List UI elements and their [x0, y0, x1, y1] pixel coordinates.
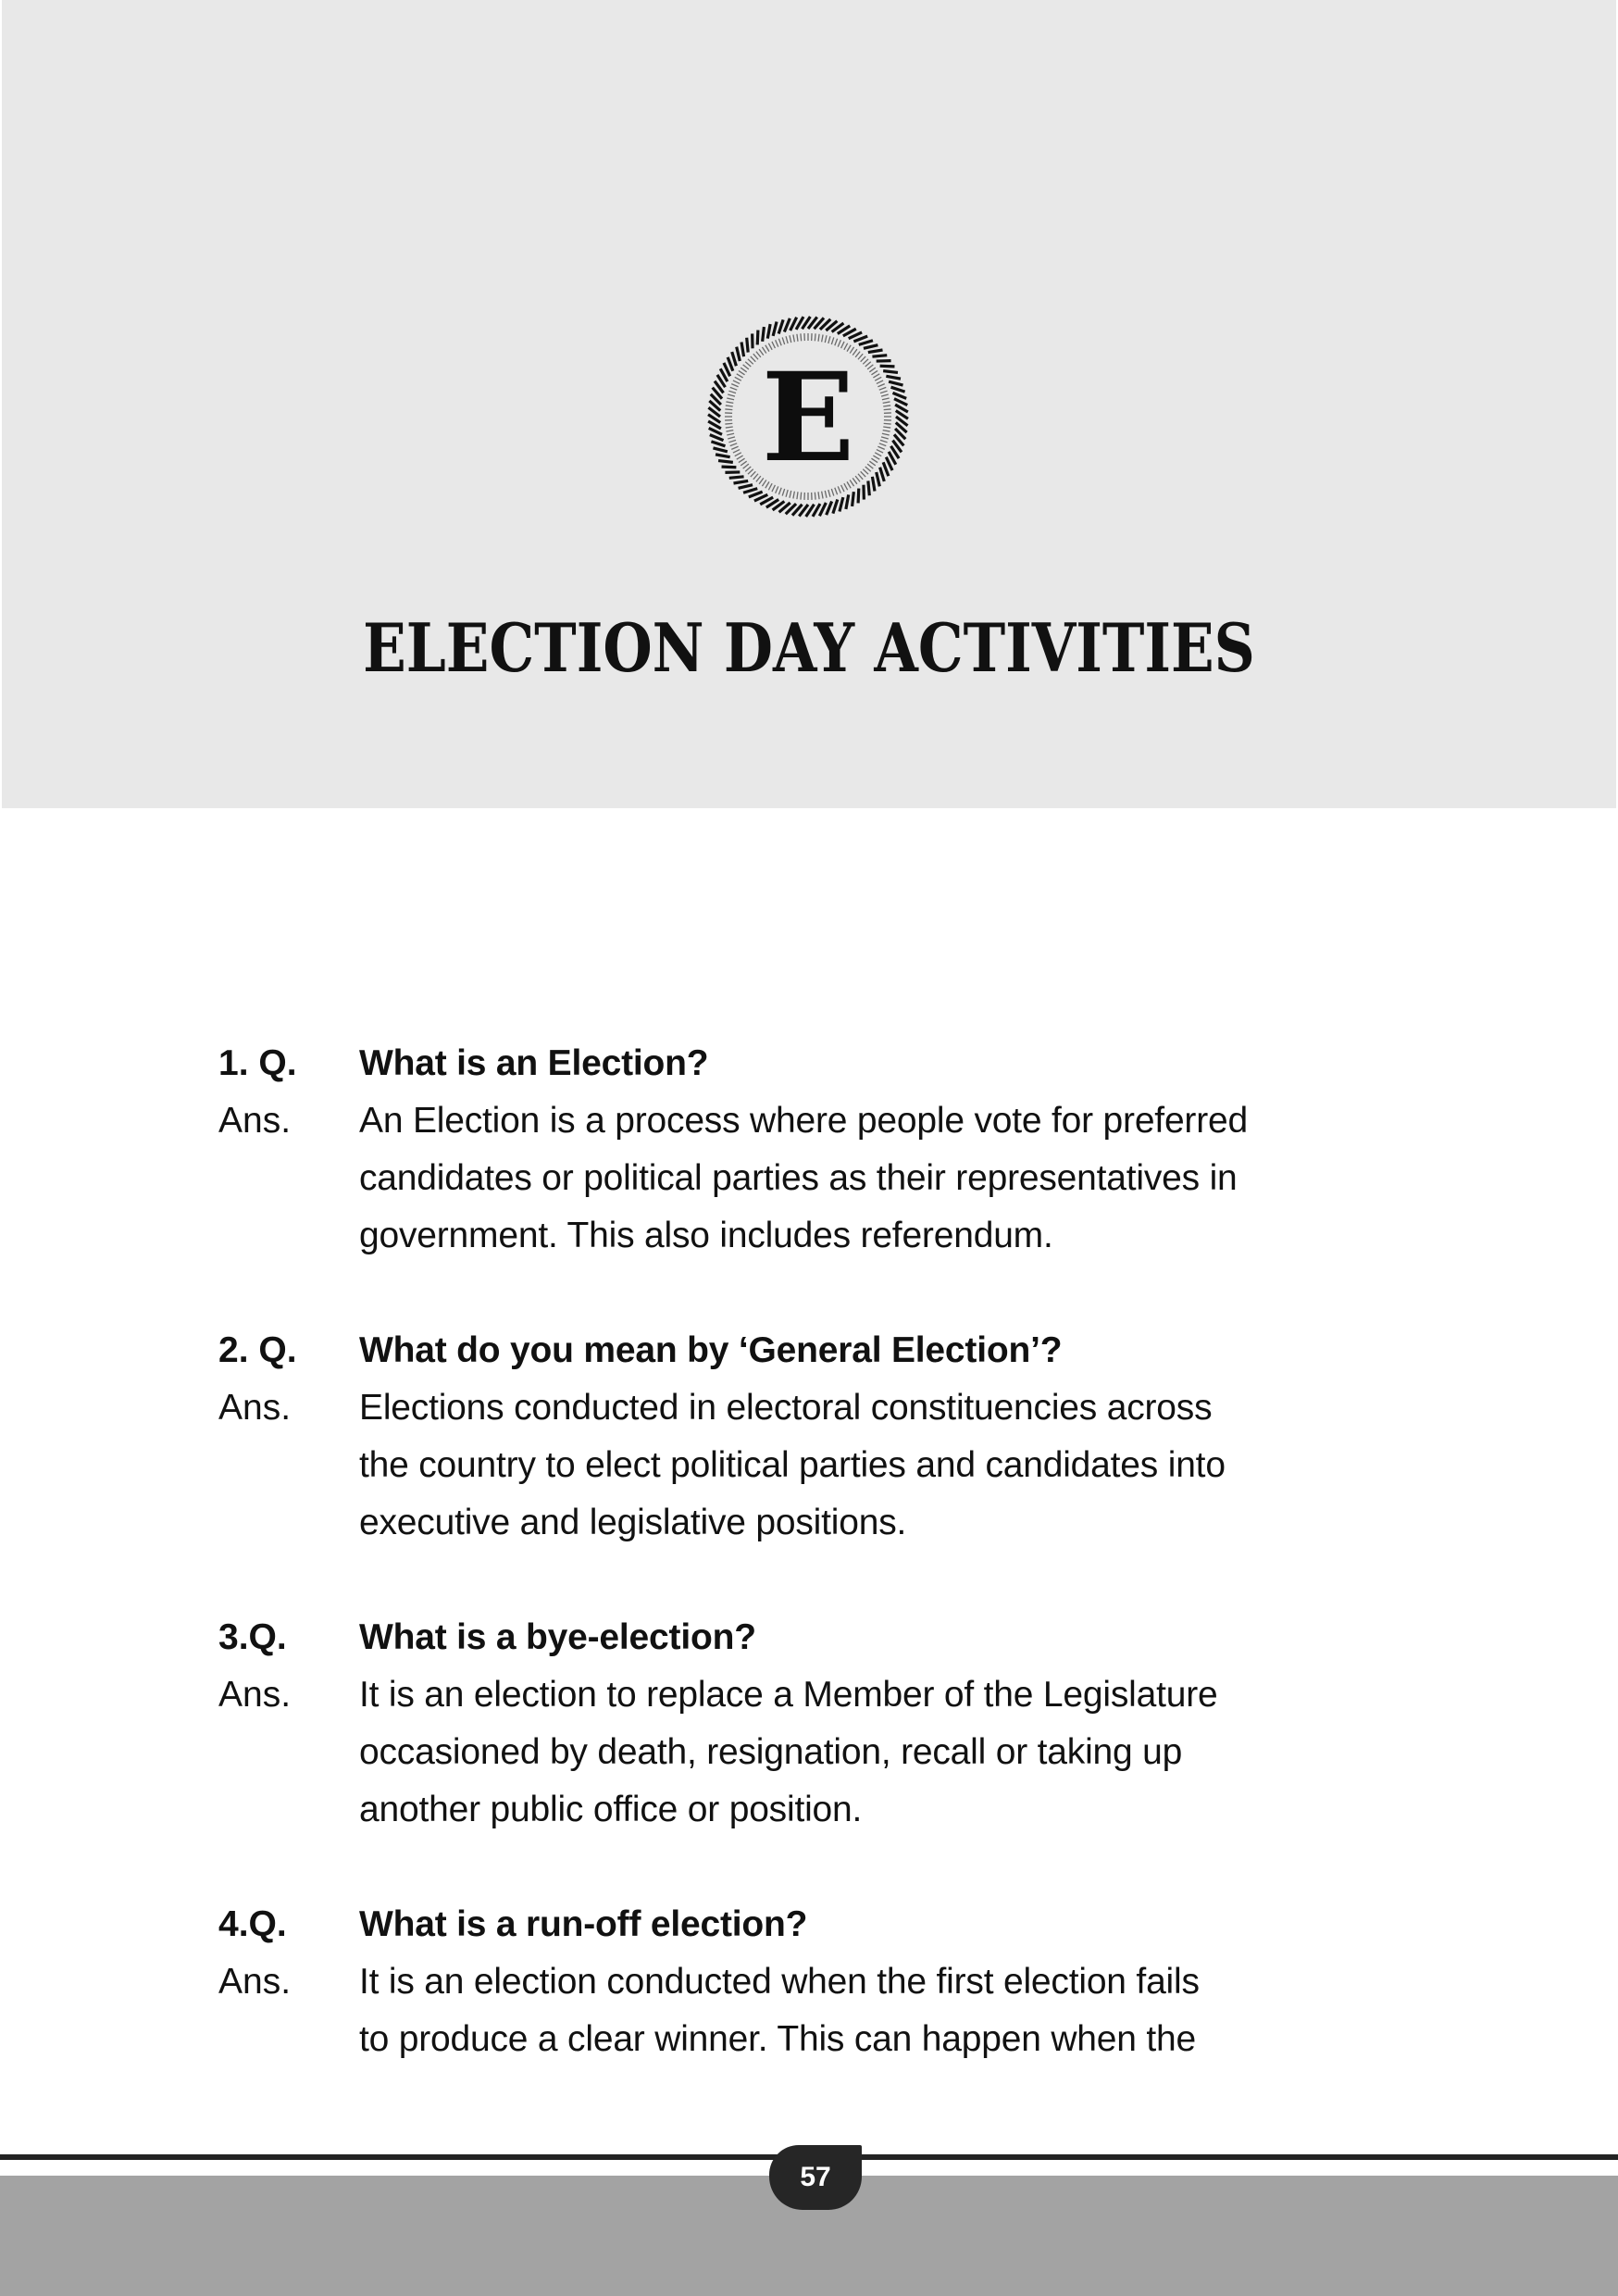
logo-tick-mark — [786, 490, 788, 497]
logo-tick-mark — [875, 453, 881, 456]
logo-tick-mark — [730, 443, 737, 446]
logo-hatch-mark — [880, 468, 885, 481]
answer-row — [0, 1207, 1618, 1265]
logo-tick-mark — [880, 440, 888, 442]
answer-line: candidates or political parties as their representatives in — [359, 1158, 1238, 1198]
logo-tick-mark — [778, 339, 781, 345]
logo-tick-mark — [869, 368, 875, 372]
question-number: 4.Q. — [218, 1904, 287, 1944]
answer-label: Ans. — [218, 1962, 292, 2002]
logo-tick-mark — [881, 437, 889, 439]
qa-list — [0, 1035, 1618, 2126]
answer-row — [0, 1150, 1618, 1207]
logo-tick-mark — [725, 423, 732, 424]
answer-row — [0, 1666, 1618, 1724]
logo-tick-mark — [873, 374, 879, 378]
logo-hatch-mark — [741, 342, 744, 356]
logo-hatch-mark — [737, 347, 741, 361]
logo-tick-mark — [731, 446, 738, 449]
logo-hatch-mark — [767, 324, 770, 339]
logo-letter: E — [761, 346, 855, 490]
logo-tick-mark — [733, 381, 740, 383]
logo-tick-mark — [793, 492, 794, 499]
logo-hatch-mark — [743, 489, 757, 493]
logo-hatch-mark — [739, 485, 753, 489]
logo-tick-mark — [865, 467, 871, 471]
question-number: 2. Q. — [218, 1330, 297, 1370]
logo-tick-mark — [726, 427, 733, 428]
logo-tick-mark — [858, 354, 863, 359]
logo-tick-mark — [883, 427, 890, 428]
logo-tick-mark — [748, 469, 753, 475]
logo-tick-mark — [743, 464, 749, 468]
answer-row — [0, 1092, 1618, 1150]
answer-row — [0, 1494, 1618, 1552]
logo-hatch-mark — [718, 461, 733, 463]
logo-tick-mark — [882, 433, 890, 435]
page-number-badge: 57 — [769, 2145, 862, 2210]
logo-hatch-mark — [729, 477, 744, 478]
question-row — [0, 1896, 1618, 1953]
logo-tick-mark — [756, 352, 761, 357]
logo-tick-mark — [751, 471, 756, 477]
logo-tick-mark — [730, 387, 737, 390]
logo-tick-mark — [728, 391, 736, 393]
logo-tick-mark — [735, 377, 741, 381]
answer-label: Ans. — [218, 1388, 292, 1428]
logo-tick-mark — [756, 476, 761, 481]
logo-tick-mark — [727, 398, 734, 400]
answer-row — [0, 1781, 1618, 1839]
logo-tick-mark — [855, 352, 860, 357]
logo-tick-mark — [745, 362, 751, 367]
logo-hatch-mark — [716, 455, 730, 457]
logo-tick-mark — [797, 492, 798, 499]
logo-tick-mark — [786, 336, 788, 343]
logo-tick-mark — [727, 433, 734, 435]
logo-hatch-mark — [889, 381, 902, 385]
logo-tick-mark — [867, 365, 873, 369]
logo-hatch-mark — [868, 480, 869, 495]
logo-tick-mark — [835, 339, 838, 345]
logo-tick-mark — [743, 365, 749, 369]
logo-tick-mark — [731, 384, 738, 387]
qa-item-1 — [0, 1035, 1618, 1265]
logo-hatch-mark — [877, 472, 880, 486]
logo-tick-mark — [739, 458, 745, 462]
logo-hatch-mark — [853, 336, 867, 342]
logo-tick-mark — [831, 337, 833, 344]
logo-tick-mark — [825, 491, 827, 498]
answer-line: government. This also includes referendum. — [359, 1216, 1053, 1255]
answer-line: occasioned by death, resignation, recall or taking up — [359, 1732, 1183, 1772]
page-title: ELECTION DAY ACTIVITIES — [363, 608, 1255, 687]
answer-label: Ans. — [218, 1101, 292, 1141]
logo-tick-mark — [828, 490, 830, 497]
answer-row — [0, 1724, 1618, 1781]
answer-line: another public office or position. — [359, 1790, 863, 1829]
logo-tick-mark — [793, 334, 794, 342]
answer-row — [0, 2011, 1618, 2068]
logo-tick-mark — [877, 381, 883, 383]
answer-line: Elections conducted in electoral constituencies across — [359, 1388, 1213, 1428]
logo-tick-mark — [818, 334, 819, 342]
logo-tick-mark — [753, 354, 758, 359]
qa-item-2 — [0, 1322, 1618, 1552]
logo-hatch-mark — [846, 494, 849, 509]
answer-line: executive and legislative positions. — [359, 1503, 907, 1542]
logo-tick-mark — [880, 391, 888, 393]
question-row — [0, 1035, 1618, 1092]
logo-tick-mark — [863, 359, 868, 365]
logo-hatch-mark — [773, 321, 777, 335]
logo-hatch-mark — [763, 327, 765, 342]
logo-hatch-mark — [733, 480, 748, 483]
logo-tick-mark — [797, 334, 798, 342]
logo-tick-mark — [737, 455, 743, 459]
answer-row — [0, 1953, 1618, 2011]
logo-tick-mark — [881, 394, 889, 396]
question-number: 3.Q. — [218, 1617, 287, 1657]
logo-tick-mark — [726, 402, 733, 403]
logo-tick-mark — [753, 474, 758, 480]
logo-tick-mark — [790, 491, 791, 498]
question-row — [0, 1609, 1618, 1666]
logo-hatch-mark — [757, 331, 758, 345]
logo-hatch-mark — [883, 371, 898, 373]
logo-tick-mark — [869, 461, 875, 466]
qa-item-3 — [0, 1609, 1618, 1839]
logo-tick-mark — [877, 384, 884, 387]
logo-tick-mark — [733, 450, 740, 453]
question-number: 1. Q. — [218, 1043, 297, 1083]
answer-line: It is an election conducted when the first election fails — [359, 1962, 1200, 2002]
logo-hatch-mark — [886, 376, 901, 379]
qa-item-4 — [0, 1896, 1618, 2068]
logo-tick-mark — [726, 430, 733, 431]
logo-tick-mark — [883, 430, 890, 431]
question-text: What is a run-off election? — [359, 1904, 808, 1944]
answer-label: Ans. — [218, 1675, 292, 1715]
logo-tick-mark — [801, 493, 802, 500]
logo-tick-mark — [728, 440, 736, 442]
logo-hatch-mark — [722, 467, 737, 468]
logo-tick-mark — [877, 450, 883, 453]
logo-hatch-mark — [833, 500, 838, 514]
answer-row — [0, 1379, 1618, 1437]
question-text: What do you mean by ‘General Election’? — [359, 1330, 1063, 1370]
logo-hatch-mark — [778, 319, 783, 333]
logo-hatch-mark — [732, 352, 737, 366]
logo-hatch-mark — [864, 345, 877, 349]
logo-tick-mark — [858, 474, 863, 480]
answer-row — [0, 1437, 1618, 1494]
logo-tick-mark — [725, 409, 732, 410]
logo-hatch-mark — [891, 387, 905, 392]
logo-hatch-mark — [883, 462, 889, 476]
logo-tick-mark — [867, 464, 873, 468]
logo-tick-mark — [871, 458, 877, 462]
logo-tick-mark — [863, 469, 868, 475]
logo-tick-mark — [831, 489, 833, 496]
logo-hatch-mark — [880, 366, 895, 367]
logo-tick-mark — [782, 489, 784, 496]
logo-hatch-mark — [749, 492, 763, 497]
logo-tick-mark — [871, 370, 877, 374]
question-text: What is a bye-election? — [359, 1617, 756, 1657]
logo-tick-mark — [728, 394, 735, 396]
logo-tick-mark — [735, 453, 741, 456]
logo-tick-mark — [739, 370, 745, 374]
logo-tick-mark — [875, 377, 881, 381]
logo-tick-mark — [818, 492, 819, 499]
answer-line: An Election is a process where people vote for preferred — [359, 1101, 1248, 1141]
logo-hatch-mark — [713, 448, 727, 452]
logo-tick-mark — [879, 443, 886, 446]
question-text: What is an Election? — [359, 1043, 709, 1083]
logo-tick-mark — [782, 337, 784, 344]
logo-tick-mark — [828, 336, 830, 343]
answer-line: to produce a clear winner. This can happen when the — [359, 2019, 1197, 2059]
logo-tick-mark — [751, 356, 756, 362]
logo-tick-mark — [790, 335, 791, 343]
logo-tick-mark — [855, 476, 860, 481]
logo-tick-mark — [861, 471, 866, 477]
logo-tick-mark — [745, 467, 751, 471]
logo-tick-mark — [883, 402, 890, 403]
logo-hatch-mark — [711, 442, 725, 446]
logo-hatch-mark — [859, 341, 873, 345]
logo-tick-mark — [728, 437, 735, 439]
question-row — [0, 1322, 1618, 1379]
logo-tick-mark — [884, 409, 891, 410]
answer-line: the country to elect political parties and candidates into — [359, 1445, 1226, 1485]
logo-tick-mark — [737, 374, 743, 378]
logo-hatch-mark — [840, 497, 843, 511]
logo-hatch-mark — [728, 357, 733, 371]
logo-tick-mark — [865, 362, 871, 367]
logo-tick-mark — [884, 423, 891, 424]
logo-tick-mark — [822, 334, 823, 342]
logo-hatch-mark — [747, 338, 748, 353]
logo-hatch-mark — [858, 489, 859, 504]
logo-tick-mark — [879, 387, 886, 390]
logo-tick-mark — [822, 492, 823, 499]
logo-tick-mark — [877, 446, 884, 449]
logo-tick-mark — [873, 455, 879, 459]
logo-hatch-mark — [868, 350, 883, 353]
logo-tick-mark — [741, 461, 746, 466]
logo-tick-mark — [861, 356, 866, 362]
answer-line: It is an election to replace a Member of the Legislature — [359, 1675, 1218, 1715]
logo-tick-mark — [748, 359, 753, 365]
logo-tick-mark — [801, 333, 802, 341]
logo-tick-mark — [825, 335, 827, 343]
logo-tick-mark — [882, 398, 890, 400]
election-seal-e-icon — [706, 315, 910, 518]
logo-hatch-mark — [872, 477, 875, 492]
logo-tick-mark — [741, 368, 746, 372]
logo-hatch-mark — [853, 492, 854, 506]
